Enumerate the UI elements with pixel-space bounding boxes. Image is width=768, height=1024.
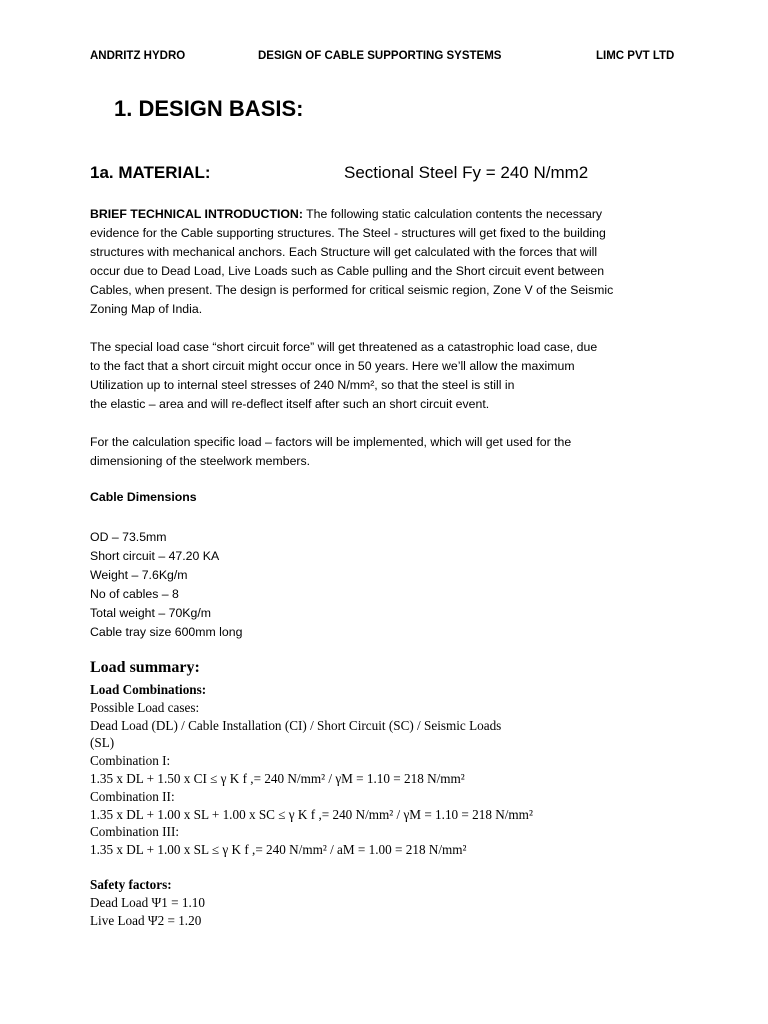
cable-dimensions-list [90, 528, 242, 642]
list-item: Total weight – 70Kg/m [90, 606, 211, 620]
intro-line-6: Zoning Map of India. [90, 302, 203, 316]
safety-factor-line: Dead Load Ψ1 = 1.10 [90, 894, 205, 910]
material-value: Sectional Steel Fy = 240 N/mm2 [344, 163, 589, 182]
load-combinations-title: Load Combinations: [90, 682, 207, 697]
load-line: Dead Load (DL) / Cable Installation (CI) / Short Circuit (SC) / Seismic Loads [90, 717, 502, 733]
load-line: 1.35 x DL + 1.00 x SL + 1.00 x SC ≤ γ K f ,= 240 N/mm² / γM = 1.10 = 218 N/mm² [90, 806, 533, 822]
load-line: Combination II: [90, 788, 175, 804]
intro-line-1: BRIEF TECHNICAL INTRODUCTION: The following static calculation contents the necessary [90, 207, 603, 221]
intro-line-5: Cables, when present. The design is performed for critical seismic region, Zone V of the Seismic [90, 283, 614, 297]
header-center: DESIGN OF CABLE SUPPORTING SYSTEMS [258, 50, 502, 62]
para2-line-1: The special load case “short circuit force” will get threatened as a catastrophic load case, due [90, 340, 598, 354]
short-circuit-paragraph [90, 338, 690, 414]
list-item: OD – 73.5mm [90, 530, 167, 544]
intro-lead: BRIEF TECHNICAL INTRODUCTION: [90, 207, 303, 221]
list-item: No of cables – 8 [90, 587, 179, 601]
intro-line-4: occur due to Dead Load, Live Loads such as Cable pulling and the Short circuit event between [90, 264, 605, 278]
load-line: Combination I: [90, 753, 171, 769]
load-line: Possible Load cases: [90, 699, 200, 715]
load-factor-paragraph [90, 433, 690, 471]
list-item: Cable tray size 600mm long [90, 625, 243, 639]
load-summary-title: Load summary: [90, 659, 200, 676]
load-line: 1.35 x DL + 1.00 x SL ≤ γ K f ,= 240 N/mm² / aM = 1.00 = 218 N/mm² [90, 842, 467, 858]
safety-factor-line: Live Load Ψ2 = 1.20 [90, 912, 202, 928]
list-item: Short circuit – 47.20 KA [90, 549, 220, 563]
safety-factors-block [90, 876, 205, 929]
load-line: Combination III: [90, 824, 180, 840]
list-item: Weight – 7.6Kg/m [90, 568, 188, 582]
intro-paragraph [90, 205, 690, 319]
load-combinations-block [90, 681, 533, 859]
para2-line-3: Utilization up to internal steel stresses of 240 N/mm², so that the steel is still in [90, 378, 515, 392]
section-title-design-basis: 1. DESIGN BASIS: [114, 96, 304, 121]
intro-line-2: evidence for the Cable supporting structures. The Steel - structures will get fixed to the building [90, 226, 606, 240]
cable-dimensions-title: Cable Dimensions [90, 490, 197, 504]
para3-line-1: For the calculation specific load – factors will be implemented, which will get used for the [90, 435, 572, 449]
para2-line-2: to the fact that a short circuit might occur once in 50 years. Here we’ll allow the maximum [90, 359, 575, 373]
header-right: LIMC PVT LTD [596, 50, 675, 62]
para3-line-2: dimensioning of the steelwork members. [90, 454, 311, 468]
load-line: 1.35 x DL + 1.50 x CI ≤ γ K f ,= 240 N/mm² / γM = 1.10 = 218 N/mm² [90, 770, 465, 786]
intro-line-3: structures with mechanical anchors. Each Structure will get calculated with the forces that will [90, 245, 598, 259]
header-left: ANDRITZ HYDRO [90, 50, 186, 62]
safety-factors-title: Safety factors: [90, 877, 172, 892]
para2-line-4: the elastic – area and will re-deflect itself after such an short circuit event. [90, 397, 490, 411]
section-title-material: 1a. MATERIAL: [90, 163, 211, 182]
load-line: (SL) [90, 735, 115, 751]
